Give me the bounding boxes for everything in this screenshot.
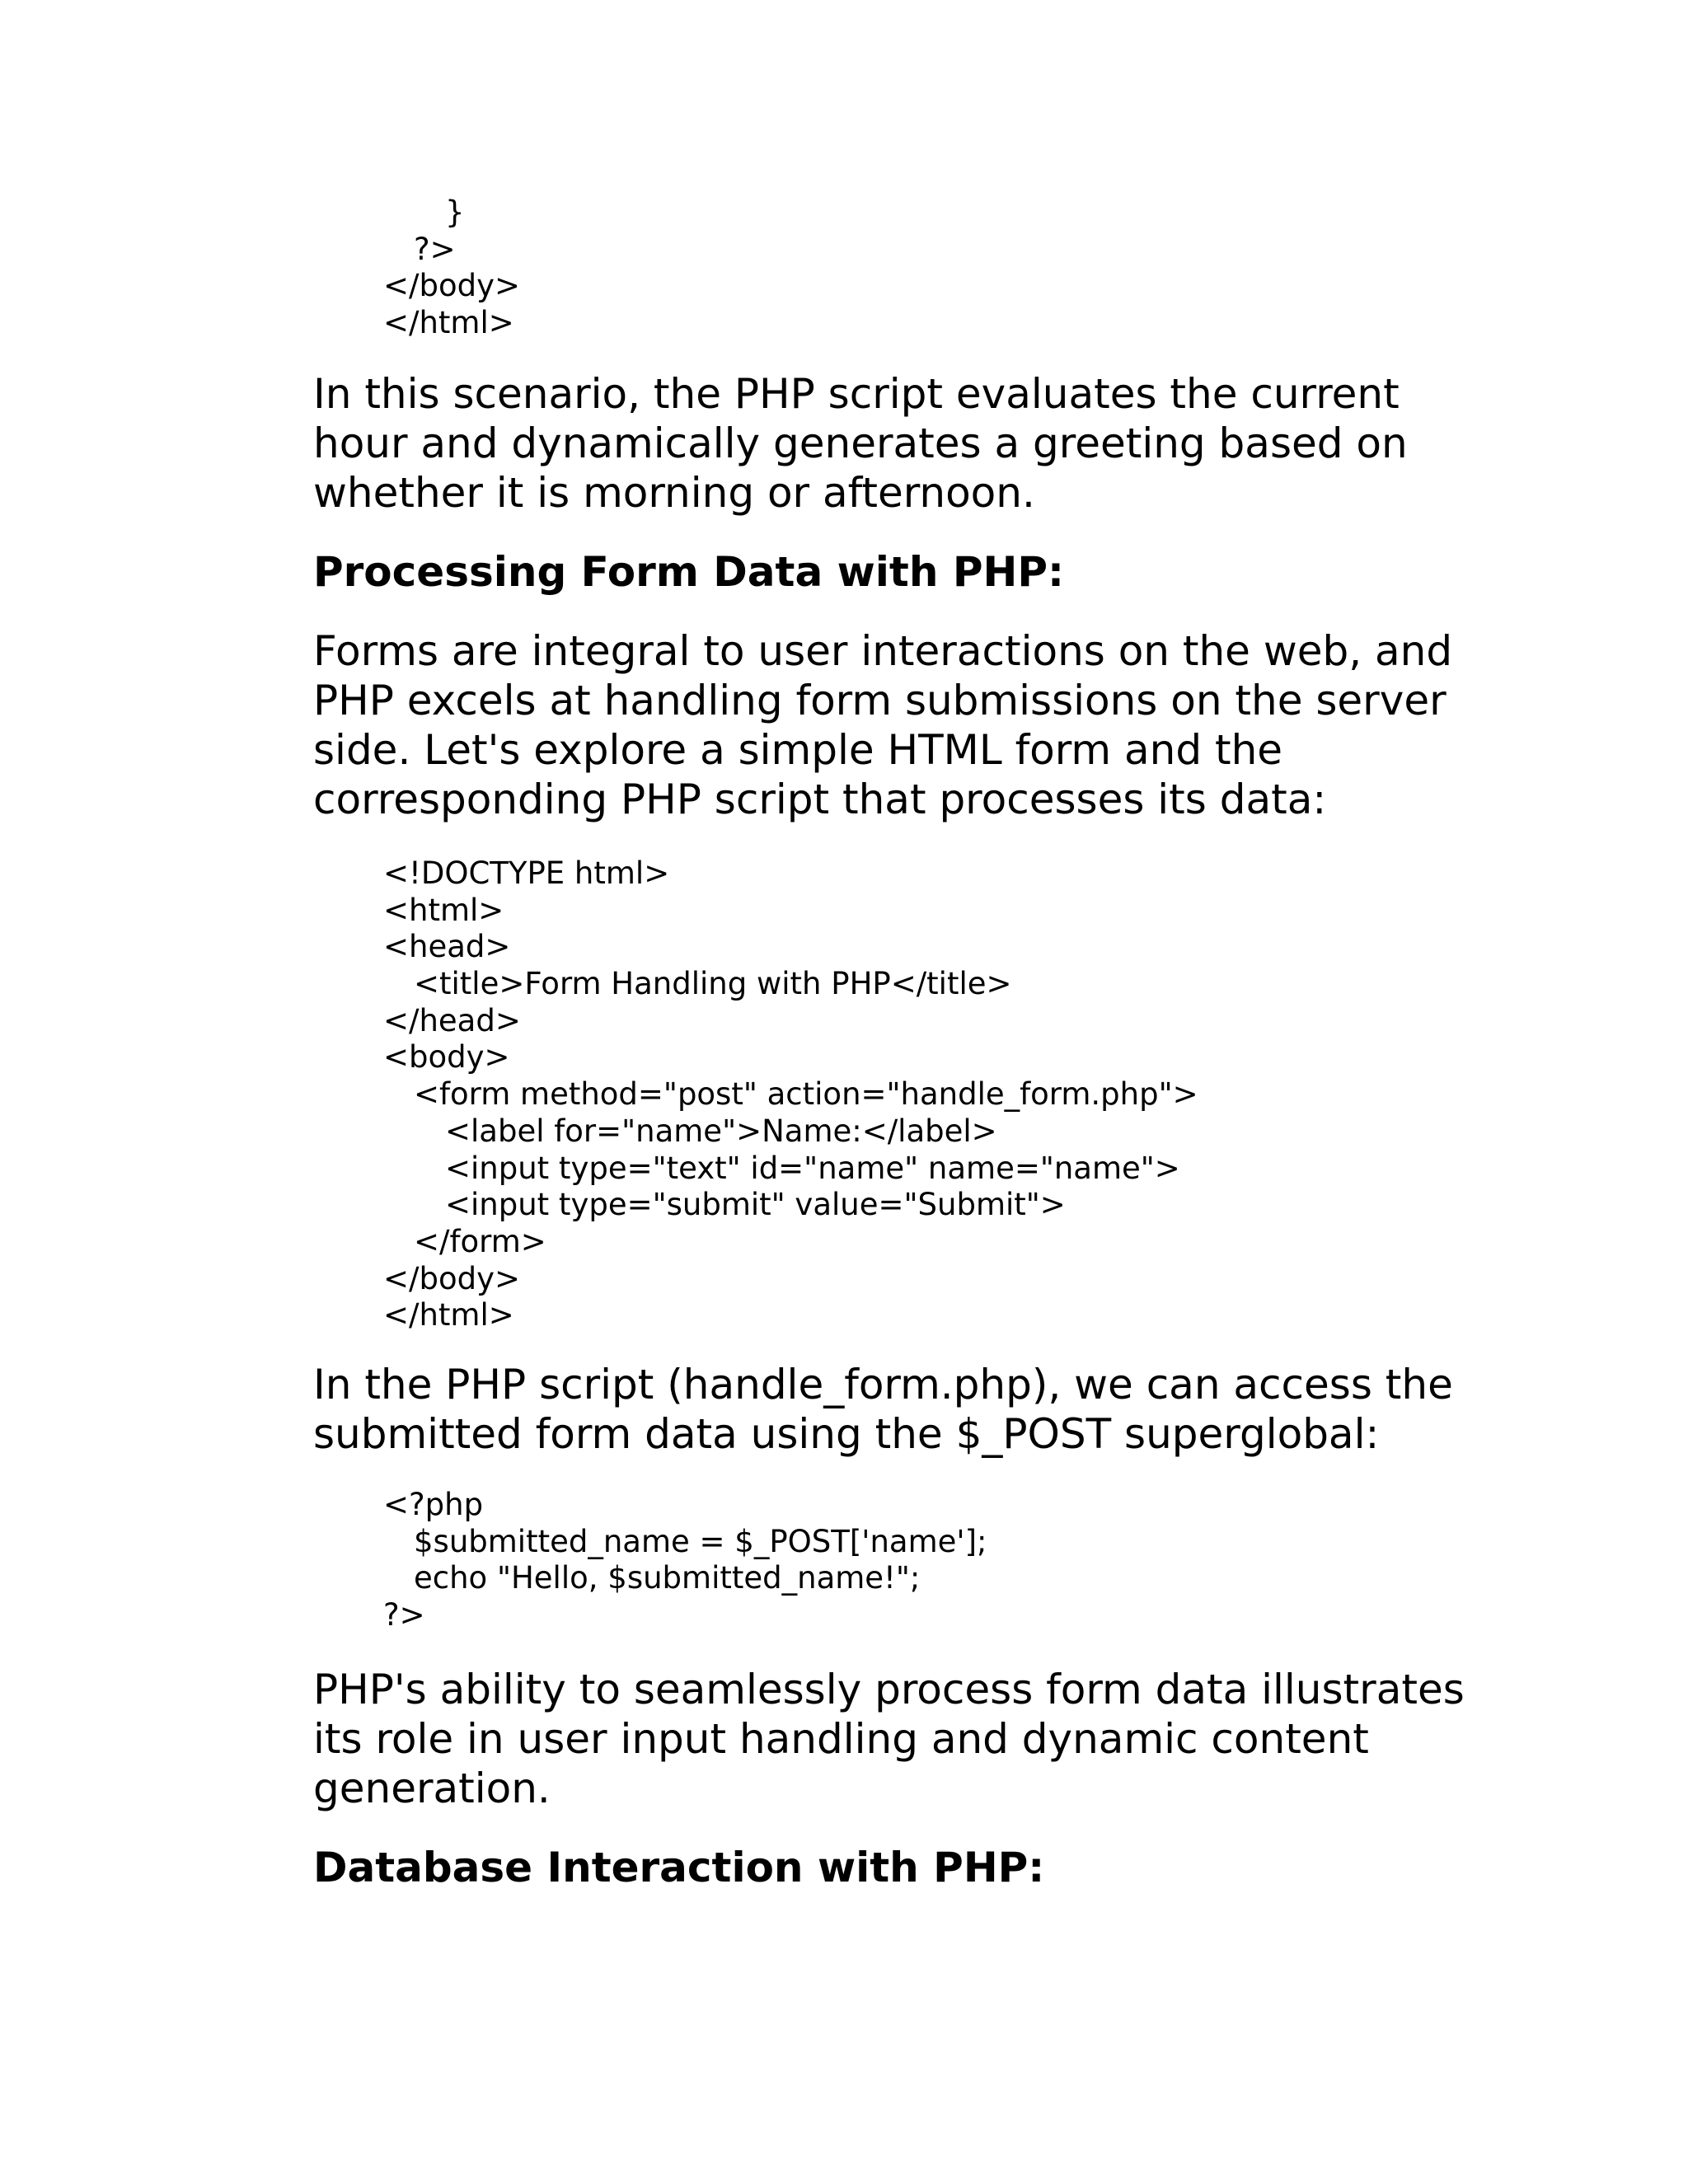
section-heading-form-data: Processing Form Data with PHP: (313, 548, 1064, 596)
code-line: <!DOCTYPE html> (383, 855, 670, 891)
code-line: echo "Hello, $submitted_name!"; (414, 1560, 921, 1596)
code-line: <title>Form Handling with PHP</title> (414, 966, 1012, 1002)
paragraph-forms-intro: Forms are integral to user interactions on the web, and PHP excels at handling form submissions on the server side. Let's explore a simple HTML form and the corresponding PHP script that processes its data: (313, 627, 1453, 823)
code-line: $submitted_name = $_POST['name']; (414, 1523, 987, 1559)
code-line: </body> (383, 1260, 520, 1296)
code-line: <?php (383, 1487, 484, 1522)
code-line: <input type="text" id="name" name="name"> (445, 1150, 1180, 1186)
code-line: <input type="submit" value="Submit"> (445, 1187, 1066, 1223)
paragraph-php-script-intro: In the PHP script (handle_form.php), we can access the submitted form data using the $_POST superglobal: (313, 1361, 1453, 1458)
paragraph-scenario: In this scenario, the PHP script evaluates the current hour and dynamically generates a greeting based on whether it is morning or afternoon. (313, 370, 1408, 517)
code-block-continuation (383, 194, 520, 342)
code-line: <form method="post" action="handle_form.php"> (414, 1076, 1198, 1113)
code-line: <html> (383, 892, 504, 928)
code-line: <label for="name">Name:</label> (445, 1113, 997, 1149)
code-block-php (383, 1487, 987, 1634)
code-line: <head> (383, 929, 511, 965)
code-line: </head> (383, 1002, 521, 1038)
code-line: </form> (414, 1223, 546, 1259)
section-heading-database: Database Interaction with PHP: (313, 1844, 1045, 1891)
code-line: ?> (383, 1597, 425, 1633)
code-line: <body> (383, 1039, 510, 1076)
code-line: </html> (383, 305, 514, 341)
code-line: ?> (414, 231, 456, 267)
code-line: </html> (383, 1297, 514, 1333)
code-line: </body> (383, 268, 520, 304)
paragraph-php-ability: PHP's ability to seamlessly process form data illustrates its role in user input handling and dynamic content generation. (313, 1666, 1465, 1812)
code-line: } (445, 194, 465, 230)
code-block-html-form (383, 855, 1198, 1334)
